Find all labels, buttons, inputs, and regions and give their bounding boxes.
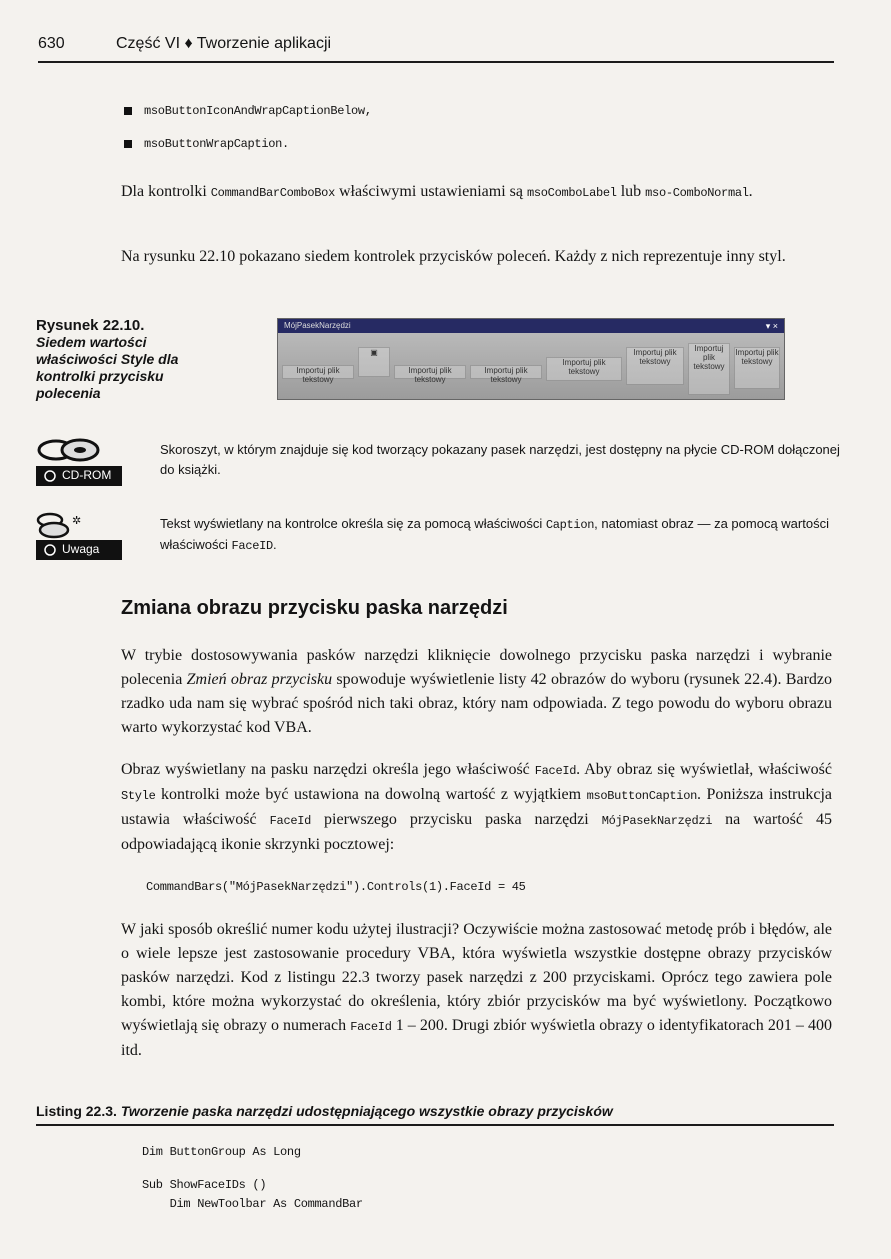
toolbar-figure [277,318,785,400]
listing-title: Tworzenie paska narzędzi udostępniającego wszystkie obrazy przycisków [120,1103,613,1119]
code-line: Sub ShowFaceIDs () [142,1178,267,1192]
bullet-square-icon [124,140,132,148]
toolbar-button-8[interactable]: Importuj plik tekstowy [734,347,780,389]
listing-rule [36,1124,834,1126]
paragraph-figure-intro: Na rysunku 22.10 pokazano siedem kontrolek przycisków poleceń. Każdy z nich reprezentuje inny styl. [121,248,786,265]
code-example: CommandBars("MójPasekNarzędzi").Controls(1).FaceId = 45 [146,880,526,894]
toolbar-button-3[interactable]: Importuj plik tekstowy [394,365,466,379]
bullet-text: msoButtonWrapCaption. [144,137,289,151]
code-line: Dim NewToolbar As CommandBar [142,1197,363,1211]
paragraph-combobox-style: Dla kontrolki CommandBarComboBox właściwymi ustawieniami są msoComboLabel lub mso-ComboNormal. [121,183,753,200]
toolbar-button-2[interactable] [358,347,390,377]
figure-number: Rysunek 22.10. [36,317,145,334]
paragraph-listing-intro: W jaki sposób określić numer kodu użytej ilustracji? Oczywiście można zastosować metodę prób i błędów, ale o wiele lepsze jest zastosowanie procedury VBA, która wyświetla wszystkie dostępne obrazy przycisków pasków narzędzi. Kod z listingu 22.3 tworzy pasek narzędzi z 200 przyciskami. Oprócz tego zawiera pole kombi, które można wykorzystać do określenia, który zbiór przycisków ma być wyświetlony. Początkowo wyświetlają się obrazy o numerach FaceId 1 – 200. Drugi zbiór wyświetla obrazy o identyfikatorach 201 – 400 itd. [121,921,833,1059]
svg-text:✲: ✲ [72,514,82,527]
running-header: Część VI ♦ Tworzenie aplikacji [116,35,332,52]
cdrom-note-text: Skoroszyt, w którym znajduje się kod tworzący pokazany pasek narzędzi, jest dostępny na płycie CD-ROM dołączonej do książki. [160,442,840,477]
bullet-item [124,137,289,151]
section-heading: Zmiana obrazu przycisku paska narzędzi [121,597,508,619]
figure-caption-text: Siedem wartości właściwości Style dla kontrolki przycisku polecenia [36,334,179,401]
bullet-square-icon [124,107,132,115]
cdrom-label: CD-ROM [62,468,112,482]
toolbar-title: MójPasekNarzędzi [284,321,351,330]
toolbar-button-6[interactable]: Importuj plik tekstowy [626,347,684,385]
uwaga-note-text: Tekst wyświetlany na kontrolce określa się za pomocą właściwości Caption, natomiast obraz — za pomocą wartości właściwości FaceID. [160,516,829,553]
toolbar-window-controls[interactable]: ▾ × [765,321,778,331]
text-file-icon: ▣ [370,348,378,357]
toolbar-title-bar [278,319,784,333]
cdrom-note-icon [36,436,122,486]
toolbar-body [278,333,784,399]
page-number: 630 [38,35,65,52]
toolbar-button-5[interactable]: Importuj plik tekstowy [546,357,622,381]
paragraph-faceid: Obraz wyświetlany na pasku narzędzi określa jego właściwość FaceId. Aby obraz się wyświetlał, właściwość Style kontrolki może być ustawiona na dowolną wartość z wyjątkiem msoButtonCaption. Poniższa instrukcja ustawia właściwość FaceId pierwszego przycisku paska narzędzi MójPasekNarzędzi na wartość 45 odpowiadającą ikonie skrzynki pocztowej: [121,761,833,853]
figure-caption [36,317,206,402]
paragraph-customize: W trybie dostosowywania pasków narzędzi kliknięcie dowolnego przycisku paska narzędzi i wybranie polecenia Zmień obraz przycisku spowoduje wyświetlenie listy 42 obrazów do wyboru (rysunek 22.4). Bardzo rzadko uda nam się wybrać spośród nich taki obraz, który nam odpowiada. Z tego powodu do wyboru obrazu warto wykorzystać kod VBA. [121,647,833,736]
listing-number: Listing 22.3. [36,1103,117,1119]
toolbar-button-4[interactable]: Importuj plik tekstowy [470,365,542,379]
header-rule [38,61,834,63]
bullet-item [124,104,372,118]
toolbar-button-1[interactable]: Importuj plik tekstowy [282,365,354,379]
code-line: Dim ButtonGroup As Long [142,1145,301,1159]
uwaga-label: Uwaga [62,542,100,556]
listing-caption [36,1103,613,1119]
bullet-text: msoButtonIconAndWrapCaptionBelow, [144,104,372,118]
toolbar-button-7[interactable]: Importuj plik tekstowy [688,343,730,395]
uwaga-note-icon [36,510,122,560]
